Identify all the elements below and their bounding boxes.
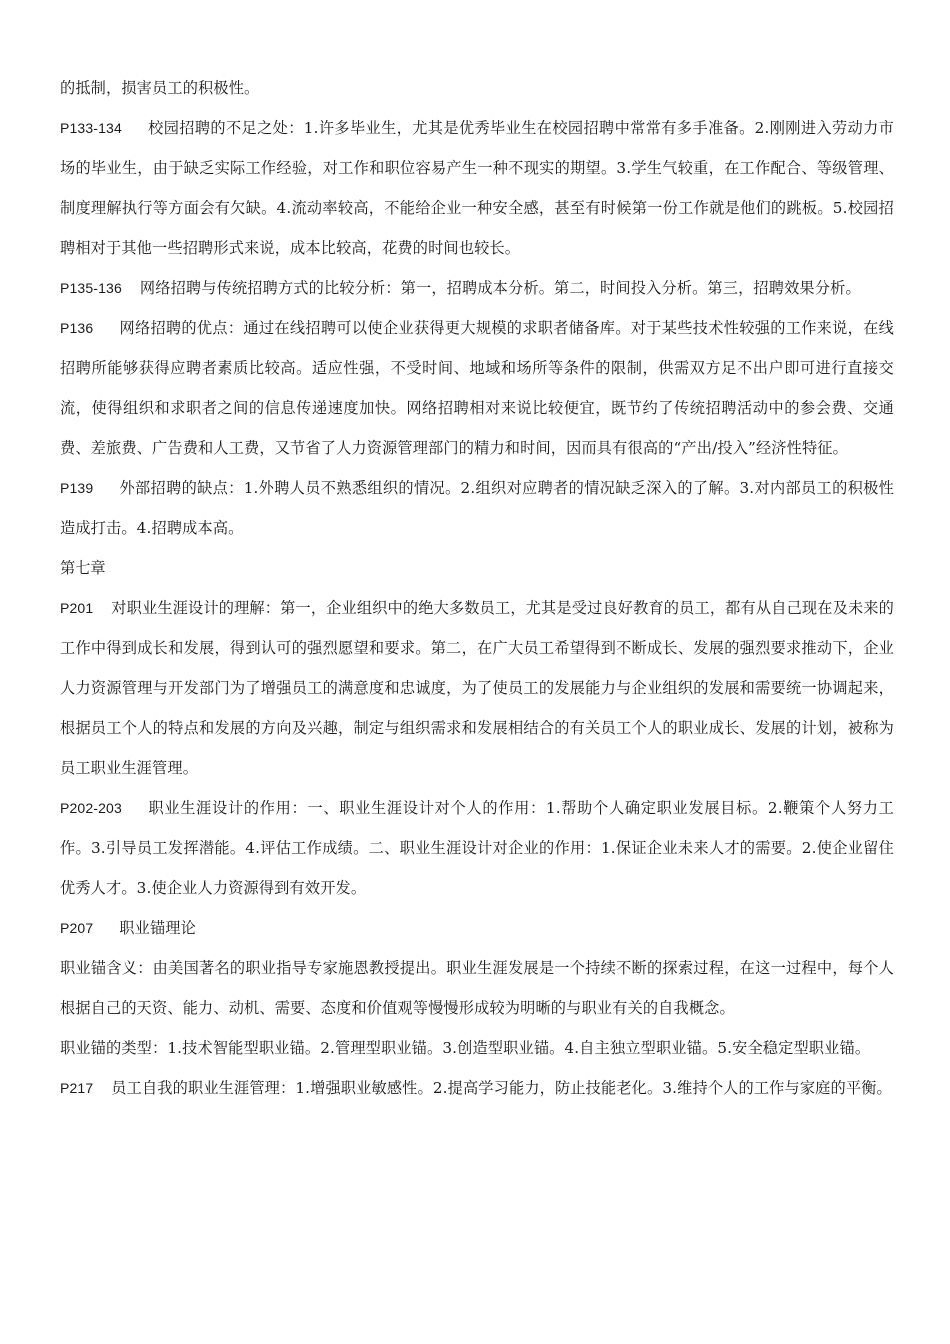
page-reference: P135-136 <box>60 280 122 296</box>
paragraph-text: 员工自我的职业生涯管理：1.增强职业敏感性。2.提高学习能力，防止技能老化。3.维持个人的工作与家庭的平衡。 <box>111 1079 892 1097</box>
page-reference: P202-203 <box>60 800 122 816</box>
chapter-title: 第七章 <box>60 559 106 577</box>
paragraph-p139 <box>60 468 894 548</box>
paragraph-text: 网络招聘与传统招聘方式的比较分析：第一，招聘成本分析。第二，时间投入分析。第三，招聘效果分析。 <box>139 279 861 297</box>
paragraph-p133 <box>60 108 894 268</box>
paragraph-text: 职业锚的类型：1.技术智能型职业锚。2.管理型职业锚。3.创造型职业锚。4.自主独立型职业锚。5.安全稳定型职业锚。 <box>60 1039 871 1057</box>
paragraph-career-anchor-definition <box>60 948 894 1028</box>
paragraph-text: 网络招聘的优点：通过在线招聘可以使企业获得更大规模的求职者储备库。对于某些技术性较强的工作来说，在线招聘所能够获得应聘者素质比较高。适应性强，不受时间、地域和场所等条件的限制，供需双方足不出户即可进行直接交流，使得组织和求职者之间的信息传递速度加快。网络招聘相对来说比较便宜，既节约了传统招聘活动中的参会费、交通费、差旅费、广告费和人工费，又节省了人力资源管理部门的精力和时间，因而具有很高的“产出/投入”经济性特征。 <box>60 319 894 457</box>
page-reference: P136 <box>60 320 94 336</box>
page-reference: P201 <box>60 600 94 616</box>
paragraph-text: 校园招聘的不足之处：1.许多毕业生，尤其是优秀毕业生在校园招聘中常常有多手准备。2.刚刚进入劳动力市场的毕业生，由于缺乏实际工作经验，对工作和职位容易产生一种不现实的期望。3.学生气较重，在工作配合、等级管理、制度理解执行等方面会有欠缺。4.流动率较高，不能给企业一种安全感，甚至有时候第一份工作就是他们的跳板。5.校园招聘相对于其他一些招聘形式来说，成本比较高，花费的时间也较长。 <box>60 119 894 257</box>
page-reference: P139 <box>60 480 94 496</box>
paragraph-text: 职业锚理论 <box>119 919 196 937</box>
paragraph-career-anchor-types <box>60 1028 894 1068</box>
paragraph-text: 对职业生涯设计的理解：第一，企业组织中的绝大多数员工，尤其是受过良好教育的员工，都有从自己现在及未来的工作中得到成长和发展，得到认可的强烈愿望和要求。第二，在广大员工希望得到不断成长、发展的强烈要求推动下，企业人力资源管理与开发部门为了增强员工的满意度和忠诚度，为了使员工的发展能力与企业组织的发展和需要统一协调起来，根据员工个人的特点和发展的方向及兴趣，制定与组织需求和发展相结合的有关员工个人的职业成长、发展的计划，被称为员工职业生涯管理。 <box>60 599 894 777</box>
paragraph-continuation <box>60 68 894 108</box>
chapter-heading <box>60 548 894 588</box>
paragraph-p217 <box>60 1068 894 1108</box>
paragraph-p202 <box>60 788 894 908</box>
paragraph-text: 职业锚含义：由美国著名的职业指导专家施恩教授提出。职业生涯发展是一个持续不断的探索过程，在这一过程中，每个人根据自己的天资、能力、动机、需要、态度和价值观等慢慢形成较为明晰的与职业有关的自我概念。 <box>60 959 894 1017</box>
paragraph-text: 外部招聘的缺点：1.外聘人员不熟悉组织的情况。2.组织对应聘者的情况缺乏深入的了解。3.对内部员工的积极性造成打击。4.招聘成本高。 <box>60 479 894 537</box>
page-reference: P207 <box>60 920 94 936</box>
document-page <box>60 68 894 1108</box>
paragraph-p135 <box>60 268 894 308</box>
paragraph-p136 <box>60 308 894 468</box>
paragraph-text: 的抵制，损害员工的积极性。 <box>60 79 260 97</box>
page-reference: P217 <box>60 1080 94 1096</box>
paragraph-p201 <box>60 588 894 788</box>
paragraph-p207 <box>60 908 894 948</box>
page-reference: P133-134 <box>60 120 122 136</box>
paragraph-text: 职业生涯设计的作用：一、职业生涯设计对个人的作用：1.帮助个人确定职业发展目标。2.鞭策个人努力工作。3.引导员工发挥潜能。4.评估工作成绩。二、职业生涯设计对企业的作用：1.保证企业未来人才的需要。2.使企业留住优秀人才。3.使企业人力资源得到有效开发。 <box>60 799 894 897</box>
